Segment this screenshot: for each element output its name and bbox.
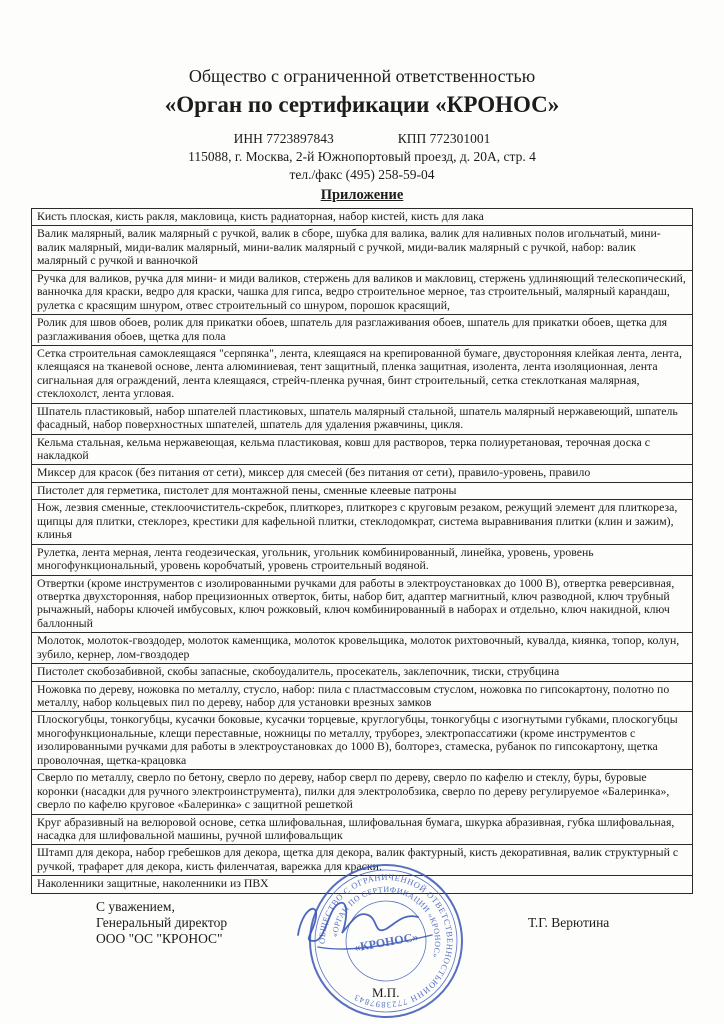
stamp-center-text: «КРОНОС»: [353, 929, 420, 955]
kpp-value: КПП 772301001: [397, 131, 491, 146]
inn-kpp-line: [0, 131, 724, 147]
items-table: [31, 208, 693, 894]
document-title: Приложение: [320, 187, 404, 203]
table-row: Плоскогубцы, тонкогубцы, кусачки боковые, кусачки торцевые, круглогубцы, тонкогубцы с изогнутыми губками, плоскогубцы многофункциональные, клещи переставные, ножницы по металлу, труборез, электропассатижи (кроме инструментов с изолированными ручками для работы в электроустановках до 1000 В), болторез, стамеска, рубанок по гипсокартону, щетка проволочная, щетка-крацовка: [32, 711, 692, 769]
position-line-1: Генеральный директор: [96, 915, 228, 931]
phone-line: тел./факс (495) 258-59-04: [289, 167, 435, 182]
address-line: 115088, г. Москва, 2-й Южнопортовый проезд, д. 20А, стр. 4: [188, 149, 536, 164]
stamp-outer-text: ОБЩЕСТВО С ОГРАНИЧЕННОЙ ОТВЕТСТВЕННОСТЬЮ: [316, 871, 456, 992]
org-name-line: «Орган по сертификации «КРОНОС»: [164, 92, 560, 117]
table-row: Ролик для швов обоев, ролик для прикатки обоев, шпатель для разглаживания обоев, шпатель для прикатки обоев, щетка для разглаживания обоев, щетка для пола: [32, 314, 692, 345]
table-row: Ножовка по дереву, ножовка по металлу, стусло, набор: пила с пластмассовым стуслом, ножовка по гипсокартону, полотно по металлу, набор кольцевых пил по дереву, набор для установки врезных замков: [32, 681, 692, 712]
position-line-2: ООО "ОС "КРОНОС": [96, 931, 223, 947]
table-row: Кельма стальная, кельма нержавеющая, кельма пластиковая, ковш для растворов, терка полиуретановая, терочная доска с накладкой: [32, 434, 692, 465]
table-row: Наколенники защитные, наколенники из ПВХ: [32, 875, 692, 892]
table-row: Нож, лезвия сменные, стеклоочиститель-скребок, плиткорез, плиткорез с круговым резаком, режущий элемент для плиткореза, щипцы для плитки, стеклорез, крестики для кафельной плитки, стеклодомкрат, система выравнивания плитки (клин и зажим), клинья: [32, 499, 692, 543]
table-row: Штамп для декора, набор гребешков для декора, щетка для декора, валик фактурный, кисть декоративная, валик структурный с ручкой, трафарет для декора, кисть филенчатая, варежка для краски.: [32, 844, 692, 875]
signature-block: [96, 899, 227, 948]
regards-line: С уважением,: [96, 899, 175, 914]
table-row: Валик малярный, валик малярный с ручкой, валик в сборе, шубка для валика, валик для наливных полов игольчатый, мини-валик малярный, миди-валик малярный, мини-валик малярный с ручкой, миди-валик малярный с ручкой, набор: валик малярный с ручкой и ванночкой: [32, 225, 692, 269]
stamp-inner-text: «ОРГАН ПО СЕРТИФИКАЦИИ «КРОНОС»: [330, 884, 443, 960]
signer-name: Т.Г. Верютина: [528, 915, 610, 930]
handwritten-signature: [290, 889, 450, 957]
table-row: Сверло по металлу, сверло по бетону, сверло по дереву, набор сверл по дереву, сверло по кафелю и стеклу, буры, буровые коронки (насадки для ручного электроинструмента), пилки для электролобзика, сверло по дереву регулируемое «Балеринка», сверло по кафелю круговое «Балеринка» с защитной решеткой: [32, 769, 692, 813]
table-row: Рулетка, лента мерная, лента геодезическая, угольник, угольник комбинированный, линейка, уровень, уровень многофункциональный, уровень коробчатый, уровень строительный водяной.: [32, 544, 692, 575]
table-row: Шпатель пластиковый, набор шпателей пластиковых, шпатель малярный стальной, шпатель малярный нержавеющий, шпатель фасадный, набор поверхностных шпателей, шпатель для удаления ржавчины, цикля.: [32, 403, 692, 434]
table-row: Сетка строительная самоклеящаяся "серпянка", лента, клеящаяся на крепированной бумаге, двусторонняя клейкая лента, лента, клеящаяся на тканевой основе, лента алюминиевая, тент защитный, пленка защитная, изолента, лента изоляционная, лента сигнальная для ограждений, лента клеящаяся, стрейч-пленка ручная, бинт строительный, сетка стеклотканая малярная, стеклохолст, лента угловая.: [32, 345, 692, 403]
inn-value: ИНН 7723897843: [233, 131, 334, 146]
table-row: Ручка для валиков, ручка для мини- и миди валиков, стержень для валиков и макловиц, стержень удлиняющий телескопический, ванночка для краски, ведро для краски, чашка для гипса, ведро строительное мерное, таз строительный, малярный карандаш, рулетка с красящим шнуром, отвес строительный со шнуром, порошок красящий,: [32, 270, 692, 314]
table-row: Молоток, молоток-гвоздодер, молоток каменщика, молоток кровельщика, молоток рихтовочный, кувалда, киянка, топор, колун, зубило, кернер, лом-гвоздодер: [32, 632, 692, 663]
table-row: Кисть плоская, кисть ракля, макловица, кисть радиаторная, набор кистей, кисть для лака: [37, 209, 484, 223]
table-row: Пистолет скобозабивной, скобы запасные, скобоудалитель, просекатель, заклепочник, тиски, струбцина: [32, 663, 692, 680]
table-row: Пистолет для герметика, пистолет для монтажной пены, сменные клеевые патроны: [32, 482, 692, 499]
table-row: Отвертки (кроме инструментов с изолированными ручками для работы в электроустановках до 1000 В), отвертка реверсивная, отвертка двухсторонняя, набор прецизионных отверток, биты, набор бит, адаптер магнитный, ключ разводной, ключ трубный рычажный, наборы ключей имбусовых, ключ рожковый, ключ комбинированный в наборах и отдельно, ключ накидной, ключ баллонный: [32, 575, 692, 633]
document-header: [0, 0, 724, 204]
table-row: Миксер для красок (без питания от сети), миксер для смесей (без питания от сети), правило-уровень, правило: [32, 464, 692, 481]
table-row: Круг абразивный на велюровой основе, сетка шлифовальная, шлифовальная бумага, шкурка абразивная, губка шлифовальная, насадка для шлифовальной машины, ручной шлифовальщик: [32, 814, 692, 845]
org-type-line: Общество с ограниченной ответственностью: [188, 66, 536, 86]
stamp-outer-text-2: ИНН 7723897843: [351, 984, 433, 1011]
mp-mark: М.П.: [372, 985, 400, 1000]
